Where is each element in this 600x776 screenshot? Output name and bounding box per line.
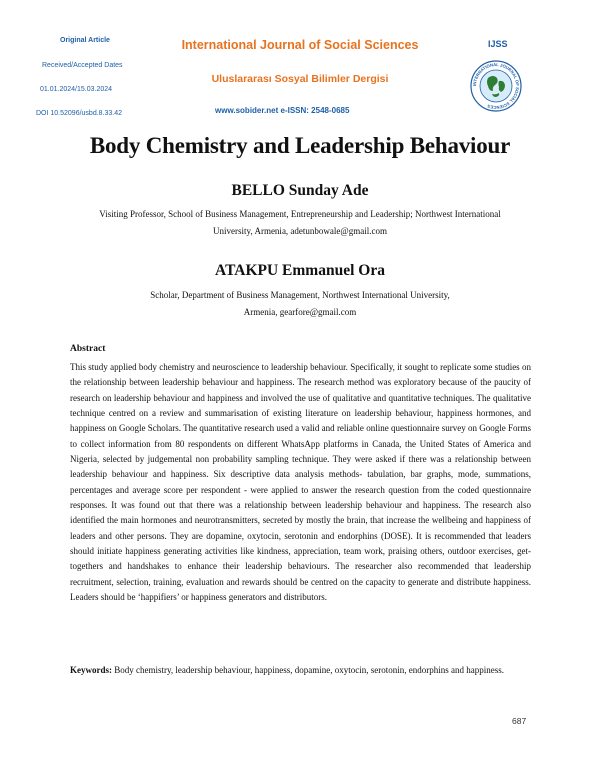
journal-title-en: International Journal of Social Sciences [181, 38, 419, 52]
doi[interactable]: DOI 10.52096/usbd.8.33.42 [36, 110, 123, 117]
affiliation-line: University, Armenia, adetunbowale@gmail.com [213, 226, 387, 236]
affiliation-line: Armenia, gearfore@gmail.com [243, 307, 357, 317]
author-name: BELLO Sunday Ade [231, 182, 369, 199]
article-type: Original Article [60, 37, 110, 44]
paper-title: Body Chemistry and Leadership Behaviour [89, 133, 511, 158]
journal-website[interactable]: www.sobider.net e-ISSN: 2548-0685 [215, 106, 350, 115]
affiliation-line: Visiting Professor, School of Business Management, Entrepreneurship and Leadership; Northwest International [99, 209, 501, 219]
page-number: 687 [512, 716, 527, 726]
logo-ring-text: INTERNATIONAL JOURNAL OF SOCIAL SCIENCES [471, 61, 521, 111]
keywords-text: Body chemistry, leadership behaviour, happiness, dopamine, oxytocin, serotonin, endorphins and happiness. [114, 665, 504, 675]
author-affiliation [70, 287, 530, 321]
author-name: ATAKPU Emmanuel Ora [215, 262, 385, 279]
abstract-body: This study applied body chemistry and neuroscience to leadership behaviour. Specifically, it sought to replicate some studies on the relationship between leadership behaviour and happiness. The research method was exploratory because of the paucity of research on leadership behaviour and happiness and involved the use of qualitative and quantitative techniques. The qualitative technique centred on a review and summarisation of existing literature on leadership behaviour, happiness hormones, and happiness on Google Scholars. The quantitative research used a valid and reliable online questionnaire survey on Google Forms to collect information from 80 respondents on different WhatsApp platforms in Canada, the United States of America and Nigeria, selected by judgemental non probability sampling technique. They were asked if there was a relationship between leadership behaviour and happiness. Six descriptive data analysis methods- tabulation, bar graphs, mode, summations, percentages and average score per respondent - were applied to answer the research question from the coded questionnaire responses. It was found out that there was a relationship between leadership behaviour and happiness. The research also identified the main hormones and neurotransmitters, secreted by mostly the brain, that increase the wellbeing and happiness of leaders and other persons. They are dopamine, oxytocin, serotonin and endorphins (DOSE). It is recommended that leaders should initiate happiness generating activities like kindness, appreciation, team work, praising others, outdoor exercises, get-togethers and handshakes to enhance their leadership behaviours. The researcher also recommended that leadership recruitment, selection, training, evaluation and rewards should be centred on the capacity to generate and distribute happiness. Leaders should be ‘happifiers’ or happiness generators and distributors. [70, 362, 531, 602]
affiliation-line: Scholar, Department of Business Management, Northwest International University, [150, 290, 450, 300]
journal-abbrev: IJSS [488, 39, 508, 49]
keywords-label: Keywords: [70, 665, 112, 675]
journal-logo [470, 60, 522, 112]
dates: 01.01.2024/15.03.2024 [40, 86, 113, 93]
abstract-heading: Abstract [70, 344, 106, 354]
journal-title-tr: Uluslararası Sosyal Bilimler Dergisi [211, 73, 389, 85]
globe-seal-icon [470, 60, 522, 112]
author-affiliation [70, 206, 530, 240]
dates-label: Received/Accepted Dates [42, 62, 123, 69]
keywords [70, 662, 531, 678]
